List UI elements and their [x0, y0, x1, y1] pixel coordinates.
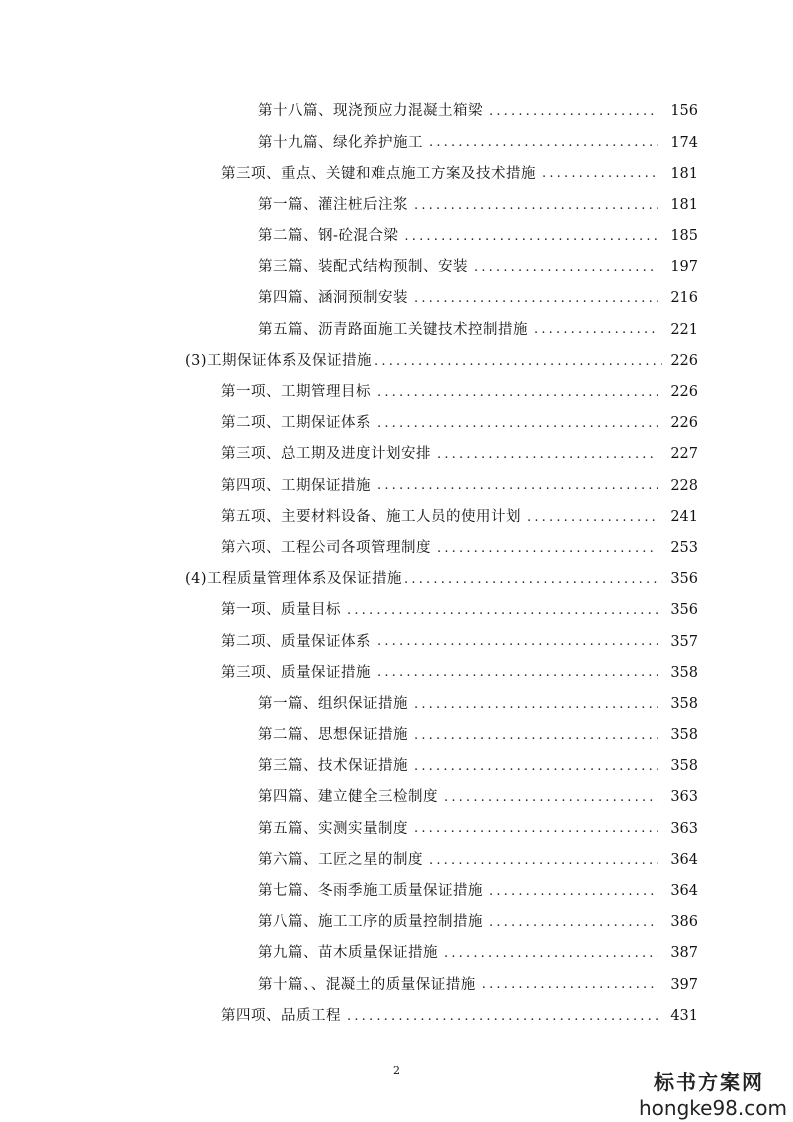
toc-entry[interactable] — [0, 720, 793, 751]
toc-entry-title: 第五篇、实测实量制度 — [258, 820, 408, 837]
toc-entry[interactable] — [0, 751, 793, 782]
toc-entry-page: 221 — [670, 321, 698, 338]
toc-entry[interactable] — [0, 190, 793, 221]
toc-entry-title: 第四项、品质工程 — [221, 1007, 341, 1024]
toc-entry[interactable] — [0, 283, 793, 314]
toc-entry-title: 第七篇、冬雨季施工质量保证措施 — [258, 883, 483, 900]
toc-entry[interactable] — [0, 96, 793, 127]
toc-entry[interactable] — [0, 626, 793, 657]
toc-dot-leader — [414, 729, 658, 742]
toc-dot-leader — [542, 167, 658, 180]
toc-entry[interactable] — [0, 564, 793, 595]
toc-entry-page: 228 — [670, 477, 698, 494]
toc-entry[interactable] — [0, 907, 793, 938]
toc-entry-title: 第三项、总工期及进度计划安排 — [221, 446, 431, 463]
toc-entry-title: 第四项、工期保证措施 — [221, 477, 371, 494]
toc-entry-page: 181 — [670, 196, 698, 213]
toc-entry[interactable] — [0, 408, 793, 439]
toc-dot-leader — [437, 542, 658, 555]
toc-entry-page: 226 — [670, 415, 698, 432]
toc-entry-title: 第五篇、沥青路面施工关键技术控制措施 — [258, 321, 528, 338]
toc-entry-page: 185 — [670, 228, 698, 245]
toc-dot-leader — [414, 760, 658, 773]
toc-dot-leader — [347, 604, 658, 617]
toc-entry-page: 357 — [670, 633, 698, 650]
toc-entry[interactable] — [0, 533, 793, 564]
toc-dot-leader — [414, 292, 658, 305]
toc-dot-leader — [377, 386, 658, 399]
toc-dot-leader — [489, 916, 658, 929]
toc-entry-title: 第三项、重点、关键和难点施工方案及技术措施 — [221, 165, 536, 182]
toc-entry-page: 356 — [670, 602, 698, 619]
toc-entry-title: 第八篇、施工工序的质量控制措施 — [258, 914, 483, 931]
toc-entry-title: 第五项、主要材料设备、施工人员的使用计划 — [221, 508, 521, 525]
toc-entry-title: 第二项、质量保证体系 — [221, 633, 371, 650]
toc-entry-page: 358 — [670, 727, 698, 744]
toc-entry-title: (4)工程质量管理体系及保证措施 — [185, 571, 403, 588]
toc-dot-leader — [444, 947, 658, 960]
watermark-text: 标书方案网 — [654, 1070, 764, 1094]
toc-dot-leader — [444, 791, 658, 804]
toc-dot-leader — [482, 978, 658, 991]
toc-dot-leader — [377, 417, 658, 430]
toc-entry[interactable] — [0, 938, 793, 969]
toc-entry-title: 第一项、质量目标 — [221, 602, 341, 619]
toc-entry-page: 358 — [670, 695, 698, 712]
toc-entry[interactable] — [0, 657, 793, 688]
watermark-url: hongke98.com — [639, 1096, 787, 1120]
toc-entry[interactable] — [0, 813, 793, 844]
toc-entry-title: 第二篇、钢-砼混合梁 — [258, 228, 399, 245]
toc-entry[interactable] — [0, 876, 793, 907]
toc-dot-leader — [534, 323, 658, 336]
toc-entry[interactable] — [0, 221, 793, 252]
toc-entry[interactable] — [0, 595, 793, 626]
toc-entry-title: 第九篇、苗木质量保证措施 — [258, 945, 438, 962]
toc-entry[interactable] — [0, 689, 793, 720]
toc-entry-title: 第十九篇、绿化养护施工 — [258, 134, 423, 151]
toc-entry-page: 387 — [670, 945, 698, 962]
toc-entry-title: 第二项、工期保证体系 — [221, 415, 371, 432]
toc-entry-page: 363 — [670, 789, 698, 806]
toc-entry-title: 第四篇、建立健全三检制度 — [258, 789, 438, 806]
toc-entry[interactable] — [0, 845, 793, 876]
toc-entry-page: 226 — [670, 384, 698, 401]
toc-entry[interactable] — [0, 158, 793, 189]
toc-entry-title: 第十八篇、现浇预应力混凝土箱梁 — [258, 103, 483, 120]
toc-entry-title: 第六篇、工匠之星的制度 — [258, 851, 423, 868]
toc-entry[interactable] — [0, 439, 793, 470]
toc-entry-title: 第一篇、组织保证措施 — [258, 695, 408, 712]
toc-entry-page: 253 — [670, 539, 698, 556]
toc-entry-page: 356 — [670, 571, 698, 588]
toc-dot-leader — [377, 479, 658, 492]
toc-entry-page: 174 — [670, 134, 698, 151]
toc-entry-title: 第三项、质量保证措施 — [221, 664, 371, 681]
toc-entry-title: 第二篇、思想保证措施 — [258, 727, 408, 744]
toc-entry[interactable] — [0, 501, 793, 532]
toc-entry-page: 216 — [670, 290, 698, 307]
toc-entry-page: 226 — [670, 352, 698, 369]
toc-dot-leader — [527, 511, 658, 524]
toc-entry-page: 363 — [670, 820, 698, 837]
toc-dot-leader — [374, 355, 662, 368]
toc-entry[interactable] — [0, 127, 793, 158]
toc-entry-page: 386 — [670, 914, 698, 931]
toc-dot-leader — [489, 105, 658, 118]
toc-dot-leader — [429, 136, 658, 149]
toc-dot-leader — [414, 199, 658, 212]
toc-dot-leader — [429, 854, 658, 867]
toc-entry[interactable] — [0, 346, 793, 377]
toc-entry-page: 227 — [670, 446, 698, 463]
toc-dot-leader — [347, 1010, 658, 1023]
toc-entry-title: 第三篇、装配式结构预制、安装 — [258, 259, 468, 276]
toc-entry-page: 364 — [670, 883, 698, 900]
toc-entry-title: (3)工期保证体系及保证措施 — [185, 352, 373, 369]
toc-entry-page: 364 — [670, 851, 698, 868]
table-of-contents — [0, 96, 793, 1032]
toc-entry-page: 397 — [670, 976, 698, 993]
toc-dot-leader — [377, 635, 658, 648]
toc-dot-leader — [404, 573, 662, 586]
toc-dot-leader — [474, 261, 658, 274]
toc-entry[interactable] — [0, 377, 793, 408]
toc-entry-title: 第六项、工程公司各项管理制度 — [221, 539, 431, 556]
toc-entry[interactable] — [0, 470, 793, 501]
toc-entry-title: 第三篇、技术保证措施 — [258, 758, 408, 775]
page-number: 2 — [393, 1064, 400, 1077]
toc-entry-page: 181 — [670, 165, 698, 182]
toc-entry[interactable] — [0, 1000, 793, 1031]
toc-dot-leader — [414, 698, 658, 711]
toc-entry-page: 156 — [670, 103, 698, 120]
watermark-logo — [639, 1066, 787, 1120]
toc-entry[interactable] — [0, 969, 793, 1000]
toc-dot-leader — [404, 230, 658, 243]
toc-entry[interactable] — [0, 252, 793, 283]
toc-dot-leader — [377, 666, 658, 679]
toc-entry-title: 第一项、工期管理目标 — [221, 384, 371, 401]
toc-entry-page: 431 — [670, 1007, 698, 1024]
toc-entry-title: 第十篇、、混凝土的质量保证措施 — [258, 976, 476, 993]
toc-entry-page: 197 — [670, 259, 698, 276]
toc-dot-leader — [414, 822, 658, 835]
toc-entry[interactable] — [0, 782, 793, 813]
toc-entry-title: 第一篇、灌注桩后注浆 — [258, 196, 408, 213]
toc-entry-page: 358 — [670, 758, 698, 775]
toc-entry[interactable] — [0, 314, 793, 345]
toc-entry-title: 第四篇、涵洞预制安装 — [258, 290, 408, 307]
toc-entry-page: 241 — [670, 508, 698, 525]
toc-dot-leader — [437, 448, 658, 461]
toc-entry-page: 358 — [670, 664, 698, 681]
toc-dot-leader — [489, 885, 658, 898]
